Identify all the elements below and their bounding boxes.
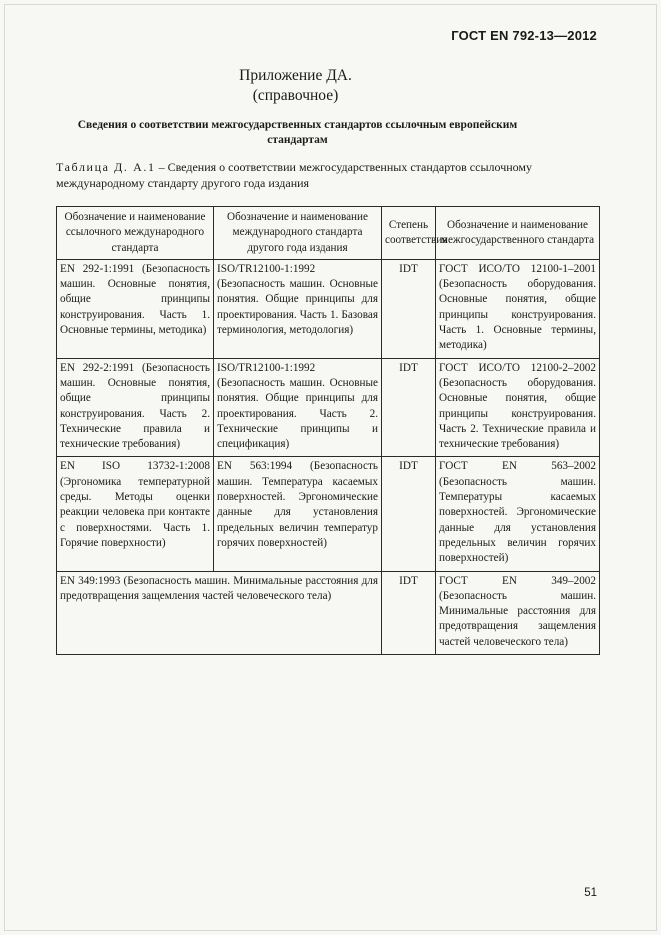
cell-other-year-standard: ISO/TR12100-1:1992 (Безопасность машин. Основные понятия. Общие принципы для проектирования. Часть 2. Технические принципы и спецификация) xyxy=(214,358,382,457)
table-row xyxy=(57,457,600,571)
header-degree: Степень соответствия xyxy=(382,207,436,260)
standards-correspondence-table xyxy=(56,206,600,655)
header-interstate-standard: Обозначение и наименование межгосударственного стандарта xyxy=(436,207,600,260)
table-row-merged xyxy=(57,571,600,654)
cell-other-year-standard: EN 563:1994 (Безопасность машин. Температура касаемых поверхностей. Эргономические данные для установления предельных величин температур горячих поверхностей) xyxy=(214,457,382,571)
appendix-title-block xyxy=(0,66,591,106)
table-caption-label: Таблица Д. А.1 xyxy=(56,160,156,174)
page-number: 51 xyxy=(584,887,597,899)
appendix-title: Приложение ДА. xyxy=(239,67,352,84)
header-intl-standard: Обозначение и наименование ссылочного международного стандарта xyxy=(57,207,214,260)
cell-degree: IDT xyxy=(382,259,436,358)
cell-interstate-standard: ГОСТ EN 349–2002 (Безопасность машин. Минимальные расстояния для предотвращения защемления частей человеческого тела) xyxy=(436,571,600,654)
cell-intl-standard: EN 292-1:1991 (Безопасность машин. Основные понятия, общие принципы конструирования. Часть 1. Основные термины, методика) xyxy=(57,259,214,358)
cell-interstate-standard: ГОСТ EN 563–2002 (Безопасность машин. Температуры касаемых поверхностей. Эргономические данные для установления предельных величин горячих поверхностей) xyxy=(436,457,600,571)
document-code: ГОСТ EN 792-13—2012 xyxy=(451,28,597,43)
cell-intl-standard: EN ISO 13732-1:2008 (Эргономика температурной среды. Методы оценки реакции человека при контакте с поверхностями. Часть 1. Горячие поверхности) xyxy=(57,457,214,571)
cell-interstate-standard: ГОСТ ИСО/ТО 12100-1–2001 (Безопасность оборудования. Основные понятия, общие принципы конструирования. Часть 1. Основные термины, методика) xyxy=(436,259,600,358)
section-heading: Сведения о соответствии межгосударственных стандартов ссылочным европейским стандартам xyxy=(77,119,518,146)
table-row xyxy=(57,259,600,358)
table-row xyxy=(57,358,600,457)
cell-degree: IDT xyxy=(382,358,436,457)
header-other-year-standard: Обозначение и наименование международного стандарта другого года издания xyxy=(214,207,382,260)
cell-intl-standard: EN 292-2:1991 (Безопасность машин. Основные понятия, общие принципы конструирования. Часть 2. Технические правила и технические требования) xyxy=(57,358,214,457)
cell-other-year-standard: ISO/TR12100-1:1992 (Безопасность машин. Основные понятия. Общие принципы для проектирования. Часть 1. Базовая терминология, методология) xyxy=(214,259,382,358)
table-header-row xyxy=(57,207,600,260)
cell-degree: IDT xyxy=(382,457,436,571)
cell-interstate-standard: ГОСТ ИСО/ТО 12100-2–2002 (Безопасность оборудования. Основные понятия, общие принципы конструирования. Часть 2. Технические правила и технические требования) xyxy=(436,358,600,457)
cell-degree: IDT xyxy=(382,571,436,654)
table-caption xyxy=(56,160,616,191)
appendix-subtitle: (справочное) xyxy=(252,87,339,104)
table-caption-text: – Сведения о соответствии межгосударственных стандартов ссылочному международному стандарту другого года издания xyxy=(56,160,533,190)
cell-intl-standard-merged: EN 349:1993 (Безопасность машин. Минимальные расстояния для предотвращения защемления частей человеческого тела) xyxy=(57,571,382,654)
